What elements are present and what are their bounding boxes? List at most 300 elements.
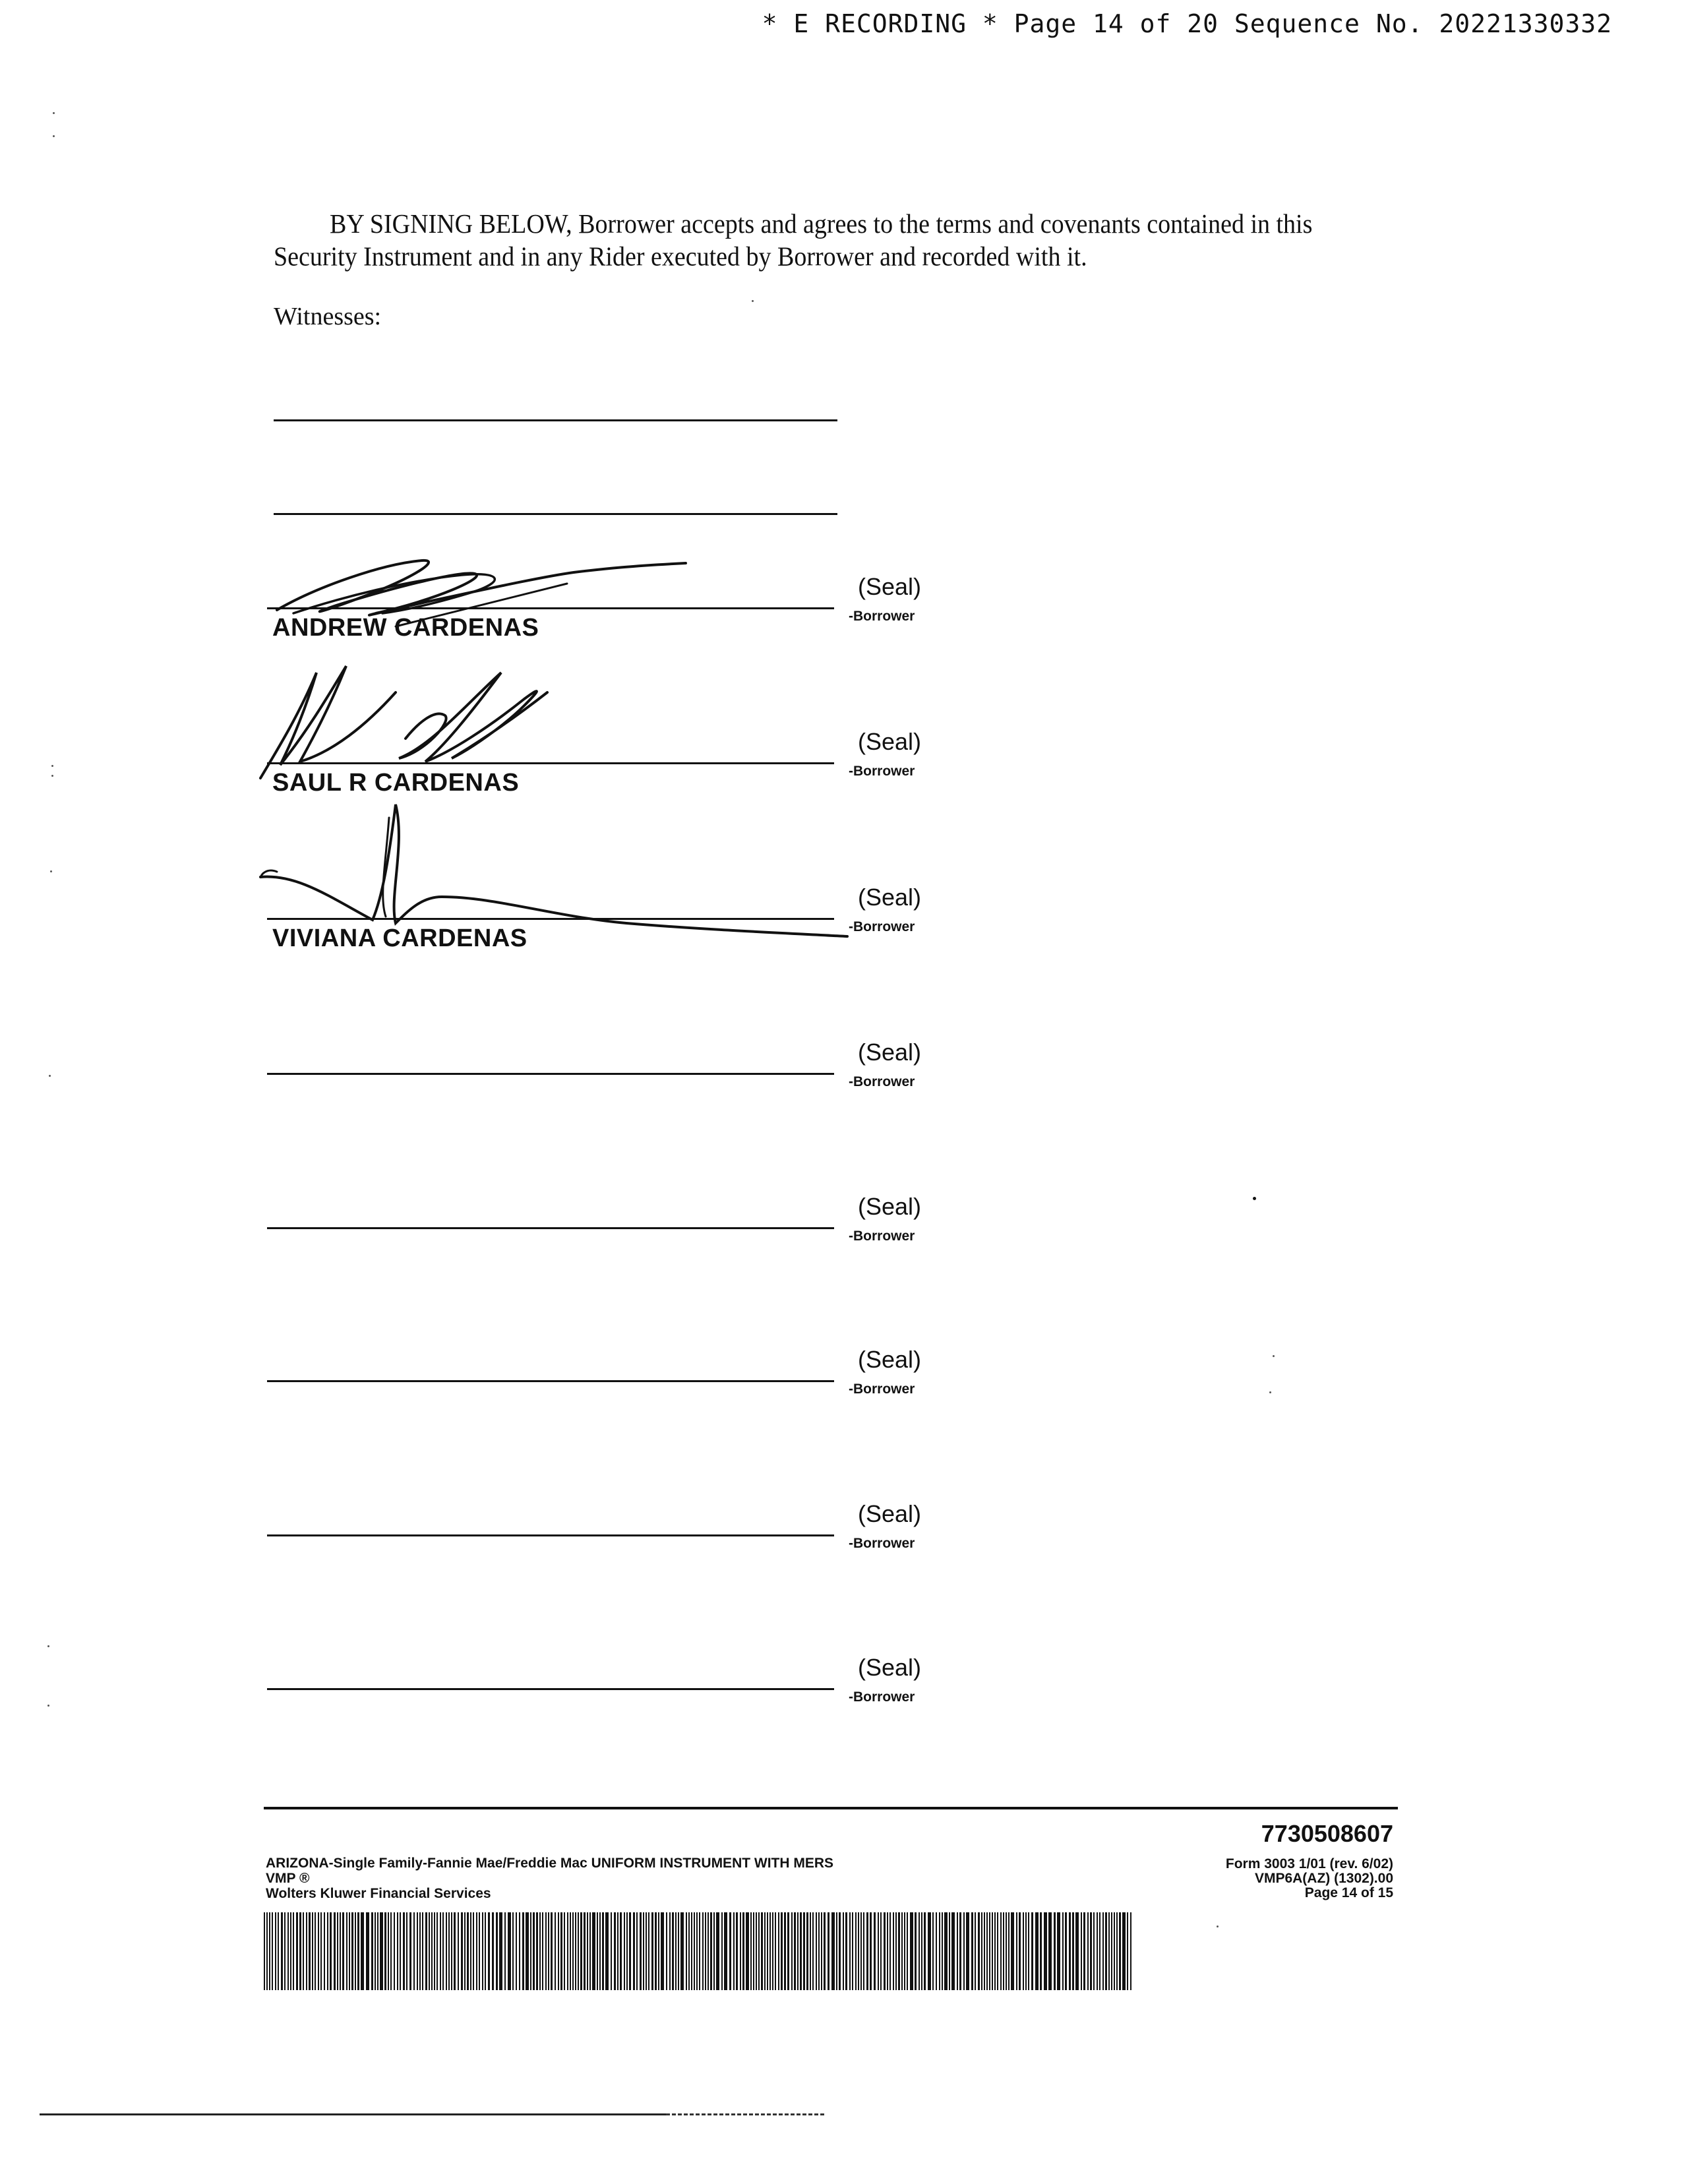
barcode-bar [602, 1912, 604, 1990]
barcode-bar [536, 1912, 538, 1990]
barcode-bar [758, 1912, 760, 1990]
form-page-number: Page 14 of 15 [1304, 1885, 1393, 1900]
barcode-bar [1119, 1912, 1121, 1990]
barcode-bar [874, 1912, 876, 1990]
barcode-bar [570, 1912, 571, 1990]
form-number: Form 3003 1/01 (rev. 6/02) [1225, 1856, 1393, 1871]
barcode-bar [287, 1912, 289, 1990]
barcode-bar [1006, 1912, 1007, 1990]
barcode-bar [696, 1912, 698, 1990]
barcode-bar [499, 1912, 502, 1990]
barcode-bar [836, 1912, 837, 1990]
barcode-bar [361, 1912, 364, 1990]
barcode-bar [907, 1912, 908, 1990]
barcode-bar [646, 1912, 647, 1990]
barcode-bar [787, 1912, 789, 1990]
barcode-bar [467, 1912, 469, 1990]
barcode-bar [299, 1912, 301, 1990]
barcode-bar [756, 1912, 757, 1990]
barcode-bar [893, 1912, 894, 1990]
barcode-bar [458, 1912, 459, 1990]
barcode-bar [932, 1912, 934, 1990]
barcode-bar [887, 1912, 888, 1990]
barcode-bar [957, 1912, 958, 1990]
barcode-bar [921, 1912, 922, 1990]
form-code: VMP6A(AZ) (1302).00 [1254, 1871, 1393, 1886]
barcode-bar [275, 1912, 276, 1990]
barcode-bar [272, 1912, 273, 1990]
barcode-bar [694, 1912, 695, 1990]
footer-rule [264, 1807, 1398, 1809]
barcode-bar [843, 1912, 844, 1990]
barcode-bar [800, 1912, 802, 1990]
barcode-bar [624, 1912, 625, 1990]
barcode-bar [290, 1912, 291, 1990]
barcode-bar [1122, 1912, 1126, 1990]
scan-speck [1253, 1197, 1256, 1200]
barcode-bar [889, 1912, 891, 1990]
barcode-bar [866, 1912, 868, 1990]
barcode-bar [419, 1912, 421, 1990]
barcode-bar [724, 1912, 727, 1990]
barcode-bar [963, 1912, 965, 1990]
barcode-bar [266, 1912, 268, 1990]
barcode-bar [669, 1912, 671, 1990]
barcode-bar [643, 1912, 644, 1990]
barcode-bar [1108, 1912, 1110, 1990]
barcode-bar [413, 1912, 415, 1990]
barcode-bar [539, 1912, 541, 1990]
scan-speck [49, 1075, 51, 1077]
barcode-bar [880, 1912, 882, 1990]
barcode-bar [746, 1912, 749, 1990]
barcode-bar [492, 1912, 494, 1990]
barcode-bar [648, 1912, 649, 1990]
barcode-bar [388, 1912, 389, 1990]
borrower-signature-block-5 [267, 1193, 940, 1306]
barcode-bar [640, 1912, 642, 1990]
signature-line [267, 1534, 834, 1536]
barcode-bar [702, 1912, 704, 1990]
barcode-bar [721, 1912, 723, 1990]
scan-speck [50, 870, 52, 872]
barcode-bar [633, 1912, 635, 1990]
signing-statement [274, 208, 1408, 273]
borrower-signature-block-6 [267, 1346, 940, 1459]
barcode-bar [508, 1912, 511, 1990]
barcode-bar [1057, 1912, 1060, 1990]
form-description [266, 1856, 833, 1901]
barcode-bar [944, 1912, 948, 1990]
barcode-bar [919, 1912, 920, 1990]
seal-label: (Seal) [858, 1346, 922, 1373]
barcode-bar [330, 1912, 332, 1990]
barcode-bar [870, 1912, 872, 1990]
barcode-bar [309, 1912, 311, 1990]
barcode-bar [992, 1912, 993, 1990]
barcode-bar [611, 1912, 612, 1990]
barcode-bar [1105, 1912, 1107, 1990]
barcode-bar [558, 1912, 559, 1990]
barcode-bar [821, 1912, 822, 1990]
signature-line [267, 1380, 834, 1382]
barcode-bar [572, 1912, 574, 1990]
seal-label: (Seal) [858, 1039, 922, 1066]
barcode-bar [924, 1912, 926, 1990]
barcode-bar [951, 1912, 955, 1990]
barcode-bar [928, 1912, 931, 1990]
barcode-bar [422, 1912, 423, 1990]
barcode-bar [740, 1912, 741, 1990]
barcode-bar [713, 1912, 715, 1990]
barcode-bar [425, 1912, 427, 1990]
barcode-bar [661, 1912, 664, 1990]
barcode-bar [778, 1912, 779, 1990]
barcode-bar [1083, 1912, 1085, 1990]
barcode-bar [342, 1912, 344, 1990]
barcode-bar [617, 1912, 618, 1990]
barcode-bar [1016, 1912, 1017, 1990]
barcode-bar [371, 1912, 373, 1990]
signature-line [267, 1688, 834, 1690]
barcode-bar [284, 1912, 286, 1990]
barcode-bar [334, 1912, 336, 1990]
barcode-bar [530, 1912, 531, 1990]
barcode-bar [1054, 1912, 1056, 1990]
barcode-bar [519, 1912, 520, 1990]
barcode-bar [1114, 1912, 1115, 1990]
barcode-bar [708, 1912, 709, 1990]
barcode-bar [264, 1912, 265, 1990]
barcode-bar [1097, 1912, 1098, 1990]
barcode-bar [1062, 1912, 1064, 1990]
barcode-bar [636, 1912, 638, 1990]
barcode-bar [384, 1912, 386, 1990]
barcode-bar [1127, 1912, 1128, 1990]
barcode-bar [812, 1912, 814, 1990]
barcode-bar [429, 1912, 430, 1990]
barcode-bar [672, 1912, 674, 1990]
barcode-bar [849, 1912, 851, 1990]
barcode-bar [1040, 1912, 1042, 1990]
barcode-bar [278, 1912, 279, 1990]
barcode-bar [437, 1912, 438, 1990]
barcode-bar [351, 1912, 353, 1990]
barcode-bar [816, 1912, 817, 1990]
barcode-bar [910, 1912, 913, 1990]
barcode-bar [293, 1912, 294, 1990]
signature-line [267, 1227, 834, 1229]
barcode-bar [545, 1912, 547, 1990]
barcode-bar [981, 1912, 982, 1990]
barcode-bar [1044, 1912, 1047, 1990]
barcode-bar [878, 1912, 879, 1990]
barcode-bar [863, 1912, 864, 1990]
barcode-bar [767, 1912, 768, 1990]
scan-speck [53, 135, 55, 137]
barcode-bar [936, 1912, 937, 1990]
barcode-bar [431, 1912, 433, 1990]
barcode-bar [831, 1912, 835, 1990]
borrower-signature-block-4 [267, 1039, 940, 1152]
barcode-bar [533, 1912, 535, 1990]
barcode-bar [1116, 1912, 1118, 1990]
barcode-bar [828, 1912, 829, 1990]
barcode-bar [406, 1912, 407, 1990]
form-identifier [1226, 1857, 1393, 1900]
barcode-bar [818, 1912, 820, 1990]
barcode-bar [915, 1912, 917, 1990]
barcode-bar [578, 1912, 579, 1990]
barcode-bar [750, 1912, 752, 1990]
borrower-name: ANDREW CARDENAS [272, 614, 539, 642]
signing-statement-line-1: BY SIGNING BELOW, Borrower accepts and agrees to the terms and covenants contained in this [330, 209, 1313, 239]
scan-speck [752, 300, 754, 302]
barcode-bar [454, 1912, 456, 1990]
barcode-bar [318, 1912, 319, 1990]
barcode-bar [1025, 1912, 1027, 1990]
barcode-bar [366, 1912, 369, 1990]
barcode-bar [355, 1912, 356, 1990]
barcode-bar [781, 1912, 783, 1990]
barcode-bar [764, 1912, 766, 1990]
barcode-bar [1099, 1912, 1100, 1990]
barcode-bar [1023, 1912, 1024, 1990]
barcode-bar [504, 1912, 506, 1990]
barcode-bar [772, 1912, 773, 1990]
barcode-bar [691, 1912, 692, 1990]
barcode-bar [966, 1912, 969, 1990]
barcode-bar [488, 1912, 490, 1990]
barcode-bar [1008, 1912, 1010, 1990]
barcode-bar [448, 1912, 450, 1990]
barcode-bar [589, 1912, 591, 1990]
barcode-bar [797, 1912, 799, 1990]
barcode-bar [858, 1912, 859, 1990]
barcode-bar [564, 1912, 565, 1990]
barcode-bar [349, 1912, 350, 1990]
barcode-bar [810, 1912, 811, 1990]
scan-speck [47, 1705, 49, 1707]
barcode-bar [580, 1912, 582, 1990]
barcode-bar [380, 1912, 383, 1990]
barcode-bar [390, 1912, 392, 1990]
barcode-bar [658, 1912, 659, 1990]
barcode-bar [1102, 1912, 1104, 1990]
barcode-bar [852, 1912, 853, 1990]
barcode-bar [555, 1912, 556, 1990]
barcode-bar [784, 1912, 786, 1990]
barcode-bar [791, 1912, 793, 1990]
scan-edge-rule [40, 2113, 666, 2115]
barcode-bar [1111, 1912, 1112, 1990]
barcode-bar [542, 1912, 543, 1990]
barcode-bar [324, 1912, 325, 1990]
barcode-bar [1003, 1912, 1004, 1990]
witness-signature-line-2 [274, 513, 837, 515]
barcode-bar [597, 1912, 598, 1990]
borrower-name: SAUL R CARDENAS [272, 769, 520, 797]
barcode-bar [753, 1912, 754, 1990]
barcode-bar [451, 1912, 452, 1990]
barcode-bar [303, 1912, 304, 1990]
seal-label: (Seal) [858, 1193, 922, 1220]
barcode-bar [306, 1912, 307, 1990]
barcode-bar [476, 1912, 477, 1990]
barcode-bar [666, 1912, 667, 1990]
seal-label: (Seal) [858, 884, 922, 911]
publisher: Wolters Kluwer Financial Services [266, 1886, 491, 1901]
barcode-bar [986, 1912, 988, 1990]
scan-edge-dash [666, 2113, 824, 2115]
barcode-bar [959, 1912, 961, 1990]
barcode-bar [409, 1912, 411, 1990]
barcode-bar [473, 1912, 474, 1990]
barcode-bar [417, 1912, 418, 1990]
barcode-bar [655, 1912, 657, 1990]
barcode-bar [442, 1912, 444, 1990]
borrower-name: VIVIANA CARDENAS [272, 925, 528, 952]
barcode-bar [320, 1912, 322, 1990]
barcode-bar [485, 1912, 486, 1990]
barcode-bar [1031, 1912, 1033, 1990]
barcode-bar [522, 1912, 524, 1990]
barcode-bar [605, 1912, 609, 1990]
barcode-bar [1072, 1912, 1074, 1990]
borrower-role-label: -Borrower [849, 764, 915, 779]
barcode-bar [587, 1912, 588, 1990]
barcode-bar [761, 1912, 763, 1990]
barcode-bar [479, 1912, 480, 1990]
barcode-bar [620, 1912, 622, 1990]
barcode-bar [984, 1912, 985, 1990]
barcode-bar [994, 1912, 996, 1990]
barcode-bar [1035, 1912, 1039, 1990]
barcode-bar [1090, 1912, 1092, 1990]
barcode-bar [855, 1912, 857, 1990]
barcode-bar [884, 1912, 886, 1990]
barcode-bar [434, 1912, 435, 1990]
barcode-bar [895, 1912, 897, 1990]
scan-speck [51, 775, 53, 777]
barcode-bar [1028, 1912, 1029, 1990]
seal-label: (Seal) [858, 728, 922, 755]
barcode-bar [315, 1912, 316, 1990]
barcode-bar [464, 1912, 466, 1990]
barcode-bar [567, 1912, 568, 1990]
barcode-bar [548, 1912, 549, 1990]
barcode-bar [839, 1912, 841, 1990]
barcode-bar [1093, 1912, 1095, 1990]
barcode-bar [736, 1912, 738, 1990]
barcode-bar [898, 1912, 900, 1990]
barcode-bar [1048, 1912, 1052, 1990]
barcode-bar [710, 1912, 712, 1990]
barcode-bar [1075, 1912, 1079, 1990]
barcode-bar [769, 1912, 771, 1990]
barcode-bar [803, 1912, 805, 1990]
barcode-bar [629, 1912, 631, 1990]
barcode-bar [614, 1912, 616, 1990]
scan-speck [1269, 1391, 1271, 1393]
barcode-bar [949, 1912, 950, 1990]
barcode-bar [1081, 1912, 1082, 1990]
barcode-bar [1087, 1912, 1089, 1990]
scan-speck [1273, 1355, 1275, 1357]
barcode-bar [716, 1912, 719, 1990]
seal-label: (Seal) [858, 1500, 922, 1527]
seal-label: (Seal) [858, 1654, 922, 1681]
barcode [264, 1912, 1134, 1990]
barcode-bar [824, 1912, 826, 1990]
witness-signature-line-1 [274, 419, 837, 421]
barcode-bar [904, 1912, 905, 1990]
barcode-bar [806, 1912, 808, 1990]
barcode-bar [394, 1912, 395, 1990]
barcode-bar [440, 1912, 441, 1990]
barcode-bar [975, 1912, 976, 1990]
loan-number: 7730508607 [1261, 1820, 1393, 1847]
barcode-bar [729, 1912, 731, 1990]
barcode-bar [470, 1912, 471, 1990]
scan-speck [1217, 1926, 1219, 1927]
barcode-bar [496, 1912, 498, 1990]
barcode-bar [446, 1912, 447, 1990]
barcode-bar [269, 1912, 270, 1990]
borrower-role-label: -Borrower [849, 609, 915, 624]
barcode-bar [626, 1912, 628, 1990]
barcode-bar [978, 1912, 980, 1990]
barcode-bar [400, 1912, 401, 1990]
barcode-bar [599, 1912, 601, 1990]
viviana-cardenas-signature [257, 798, 851, 950]
witnesses-label: Witnesses: [274, 303, 382, 330]
barcode-bar [592, 1912, 595, 1990]
scan-speck [51, 765, 53, 767]
barcode-bar [551, 1912, 553, 1990]
borrower-role-label: -Borrower [849, 1228, 915, 1244]
saul-r-cardenas-signature [254, 653, 564, 785]
barcode-bar [516, 1912, 517, 1990]
barcode-bar [403, 1912, 405, 1990]
borrower-role-label: -Borrower [849, 1689, 915, 1705]
borrower-role-label: -Borrower [849, 1381, 915, 1397]
barcode-bar [281, 1912, 283, 1990]
barcode-bar [742, 1912, 744, 1990]
barcode-bar [337, 1912, 338, 1990]
borrower-signature-block-8 [267, 1654, 940, 1767]
signing-statement-line-2: Security Instrument and in any Rider executed by Borrower and recorded with it. [274, 241, 1087, 272]
barcode-bar [512, 1912, 514, 1990]
vmp-mark: VMP ® [266, 1871, 310, 1886]
borrower-role-label: -Borrower [849, 919, 915, 934]
barcode-bar [377, 1912, 378, 1990]
barcode-bar [939, 1912, 940, 1990]
andrew-cardenas-signature [264, 547, 699, 640]
barcode-bar [775, 1912, 776, 1990]
barcode-bar [699, 1912, 700, 1990]
scan-speck [47, 1645, 49, 1647]
barcode-bar [312, 1912, 313, 1990]
barcode-bar [397, 1912, 398, 1990]
barcode-bar [651, 1912, 653, 1990]
form-title: ARIZONA-Single Family-Fannie Mae/Freddie Mac UNIFORM INSTRUMENT WITH MERS [266, 1856, 834, 1871]
barcode-bar [705, 1912, 706, 1990]
barcode-bar [989, 1912, 990, 1990]
signature-line [267, 1073, 834, 1075]
barcode-bar [482, 1912, 483, 1990]
borrower-role-label: -Borrower [849, 1536, 915, 1551]
